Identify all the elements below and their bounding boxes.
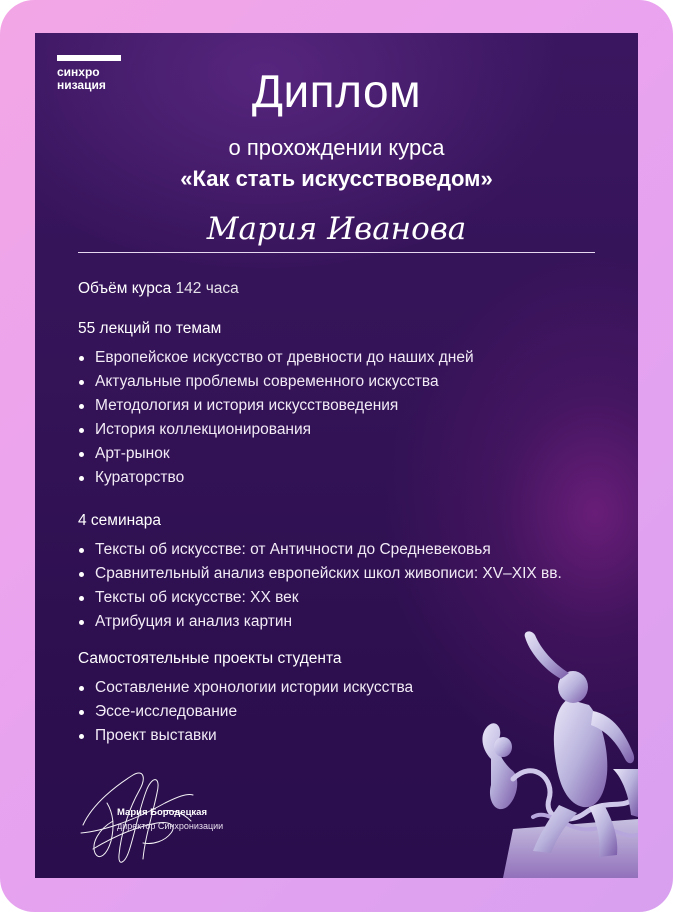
list-item: Методология и история искусствоведения [78,394,474,418]
section-title-projects: Самостоятельные проекты студента [78,650,342,667]
bullet-icon [79,710,84,715]
list-item: Атрибуция и анализ картин [78,610,562,634]
list-item: Кураторство [78,466,474,490]
bullet-icon [79,476,84,481]
list-item: Тексты об искусстве: от Античности до Средневековья [78,538,562,562]
student-name: Мария Иванова [206,211,467,247]
list-item: Проект выставки [78,724,413,748]
list-item: Арт-рынок [78,442,474,466]
bullet-icon [79,356,84,361]
signer-role: директор Синхронизации [117,821,224,831]
seminars-list [78,538,562,634]
diploma-title: Диплом [251,65,422,117]
list-item: Европейское искусство от древности до наших дней [78,346,474,370]
list-item: История коллекционирования [78,418,474,442]
course-volume-value: 142 часа [175,280,239,297]
list-item: Составление хронологии истории искусства [78,676,413,700]
list-item: Сравнительный анализ европейских школ живописи: XV–XIX вв. [78,562,562,586]
course-name: «Как стать искусствоведом» [180,166,493,191]
bullet-icon [79,572,84,577]
section-title-lectures: 55 лекций по темам [78,320,222,337]
bullet-icon [79,380,84,385]
logo-line-2: низация [57,78,106,92]
section-title-seminars: 4 семинара [78,512,162,529]
bullet-icon [79,404,84,409]
bullet-icon [79,548,84,553]
bullet-icon [79,620,84,625]
list-item: Тексты об искусстве: XX век [78,586,562,610]
list-item: Актуальные проблемы современного искусства [78,370,474,394]
bullet-icon [79,686,84,691]
lectures-list [78,346,474,490]
projects-list [78,676,413,748]
signer-name: Мария Бородецкая [117,807,207,818]
statue-image [473,629,638,878]
logo-line-1: синхро [57,65,100,79]
bullet-icon [79,734,84,739]
bullet-icon [79,596,84,601]
diploma-card [35,33,638,878]
list-item: Эссе-исследование [78,700,413,724]
course-volume-label: Объём курса [78,280,172,297]
bullet-icon [79,452,84,457]
bullet-icon [79,428,84,433]
name-underline [78,252,595,253]
course-volume [78,279,239,299]
diploma-subtitle: о прохождении курса [228,135,445,160]
